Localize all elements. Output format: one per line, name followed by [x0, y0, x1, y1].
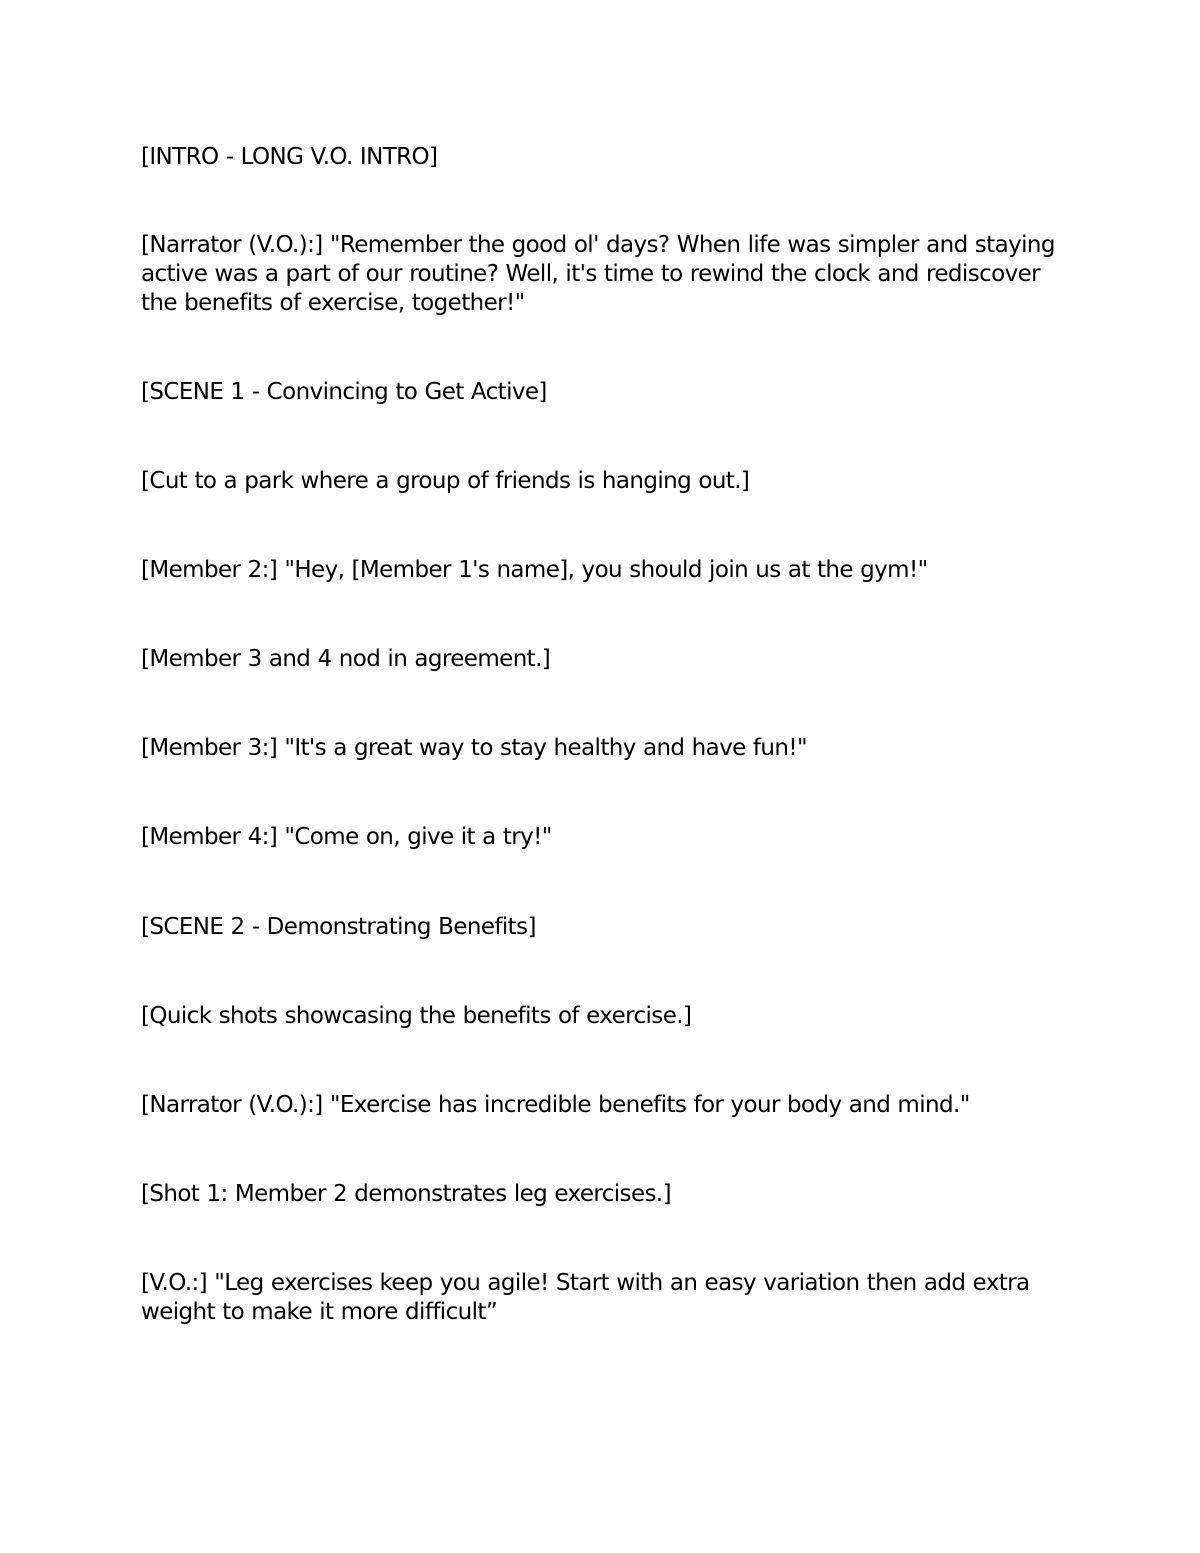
member-4-line: [Member 4:] "Come on, give it a try!" [141, 824, 552, 850]
member-3-line: [Member 3:] "It's a great way to stay healthy and have fun!" [141, 735, 807, 761]
stage-direction-nod: [Member 3 and 4 nod in agreement.] [141, 646, 551, 672]
intro-heading: [INTRO - LONG V.O. INTRO] [141, 144, 438, 170]
narrator-intro-line: [Narrator (V.O.):] "Remember the good ol' days? When life was simpler and staying active was a part of our routine? Well, it's time to rewind the clock and rediscover the benefits of exercise, together!" [141, 232, 1055, 316]
scene-2-heading: [SCENE 2 - Demonstrating Benefits] [141, 914, 536, 940]
member-2-line: [Member 2:] "Hey, [Member 1's name], you should join us at the gym!" [141, 557, 928, 583]
narrator-benefits-line: [Narrator (V.O.):] "Exercise has incredible benefits for your body and mind." [141, 1092, 970, 1118]
shot-1-direction: [Shot 1: Member 2 demonstrates leg exercises.] [141, 1181, 671, 1207]
scene-1-heading: [SCENE 1 - Convincing to Get Active] [141, 379, 547, 405]
stage-direction-park: [Cut to a park where a group of friends is hanging out.] [141, 468, 750, 494]
vo-leg-exercises-line: [V.O.:] "Leg exercises keep you agile! Start with an easy variation then add extra weight to make it more difficult” [141, 1270, 1030, 1325]
stage-direction-quick-shots: [Quick shots showcasing the benefits of exercise.] [141, 1003, 692, 1029]
